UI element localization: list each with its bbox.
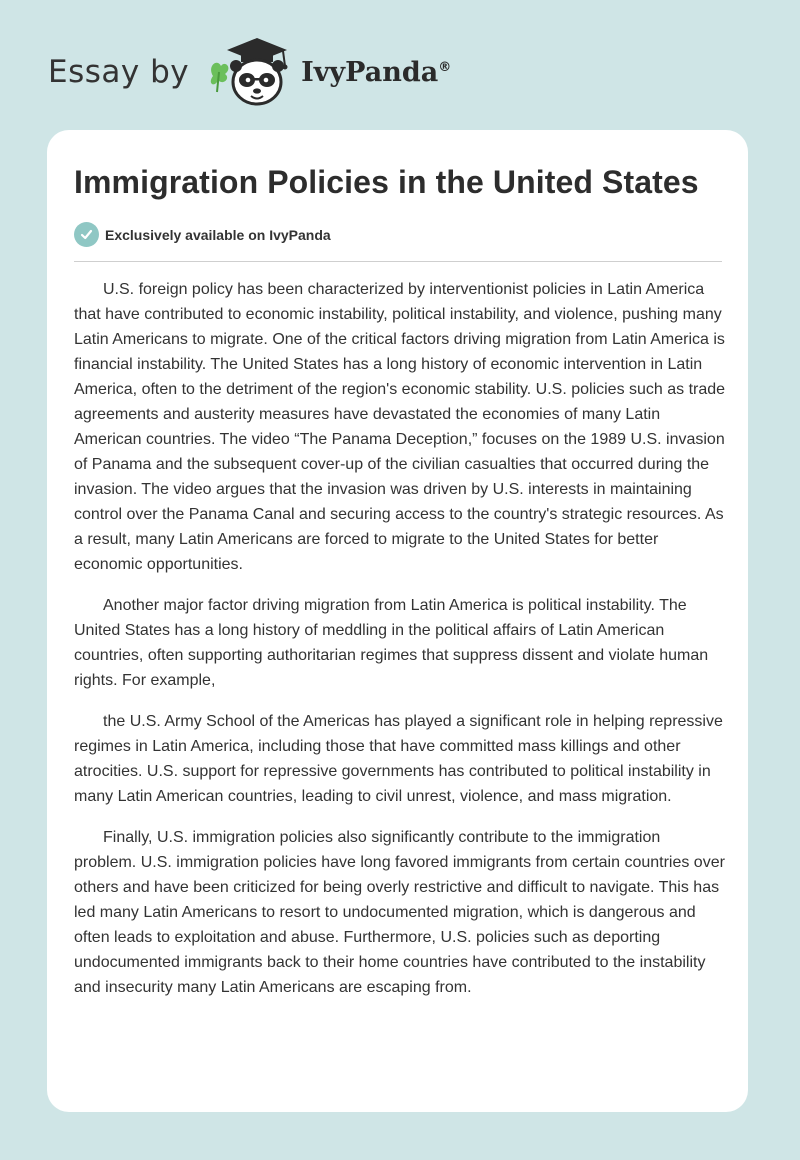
essay-card [47, 130, 748, 1112]
paragraph: Finally, U.S. immigration policies also significantly contribute to the immigration problem. U.S. immigration policies have long favored immigrants from certain countries over others and have been criticized for being overly restrictive and difficult to navigate. This has led many Latin Americans to resort to undocumented migration, which is dangerous and often leads to exploitation and abuse. Furthermore, U.S. policies such as deporting undocumented immigrants back to their home countries have contributed to the instability and insecurity many Latin Americans are escaping from. [74, 829, 725, 996]
badge-label: Exclusively available on IvyPanda [105, 226, 331, 243]
essay-body [74, 277, 726, 1016]
paragraph: U.S. foreign policy has been characterized by interventionist policies in Latin America that have contributed to economic instability, political instability, and violence, pushing many Latin Americans to migrate. One of the critical factors driving migration from Latin America is financial instability. The United States has a long history of economic intervention in Latin America, often to the detriment of the region's economic stability. U.S. policies such as trade agreements and austerity measures have devastated the economies of many Latin American countries. The video “The Panama Deception,” focuses on the 1989 U.S. invasion of Panama and the subsequent cover-up of the civilian casualties that occurred during the invasion. The video argues that the invasion was driven by U.S. interests in maintaining control over the Panama Canal and securing access to the country's strategic resources. As a result, many Latin Americans are forced to migrate to the United States for better economic opportunities. [74, 281, 726, 573]
brand-name: IvyPanda® [301, 56, 452, 88]
panda-graduate-icon [203, 36, 295, 108]
divider [74, 261, 722, 262]
check-circle-icon [74, 222, 99, 247]
page-title: Immigration Policies in the United States [74, 164, 699, 200]
paragraph: the U.S. Army School of the Americas has played a significant role in helping repressive regimes in Latin America, including those that have committed mass killings and other atrocities. U.S. support for repressive governments has contributed to political instability in many Latin American countries, leading to civil unrest, violence, and mass migration. [74, 713, 723, 805]
brand-prefix: Essay by [48, 54, 190, 90]
paragraph: Another major factor driving migration from Latin America is political instability. The United States has a long history of meddling in the political affairs of Latin American countries, often supporting authoritarian regimes that suppress dissent and violate human rights. For example, [74, 597, 709, 689]
brand-header[interactable] [48, 36, 451, 108]
exclusive-badge [74, 222, 331, 247]
